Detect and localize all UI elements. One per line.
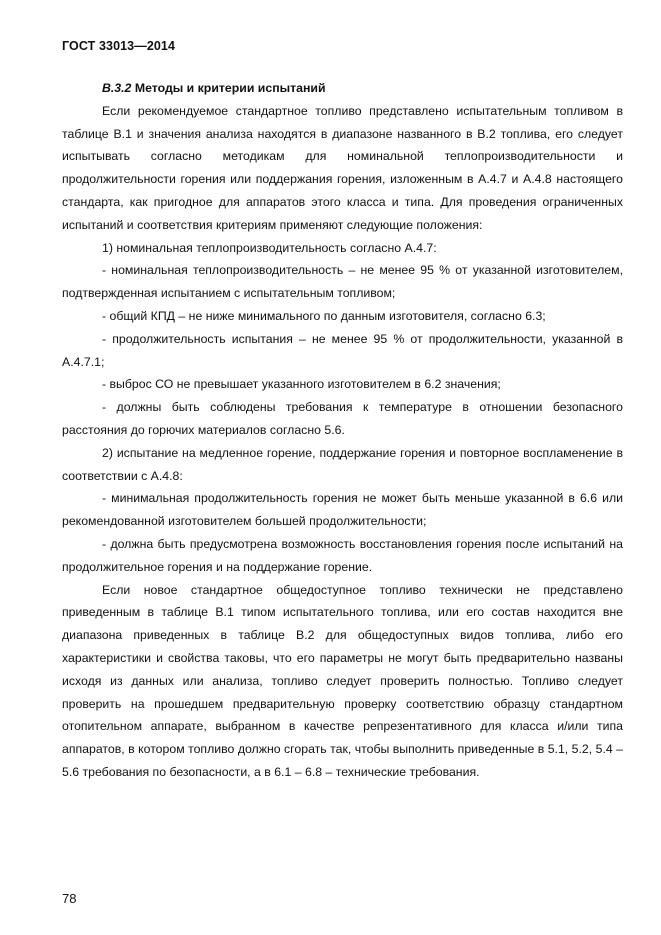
list-subitem: - номинальная теплопроизводительность – не менее 95 % от указанной изготовителем, подтвержденная испытанием с испытательным топливом; [62, 263, 623, 301]
list-subitem: - выброс СО не превышает указанного изготовителем в 6.2 значения; [102, 377, 501, 392]
section-number: В.3.2 [102, 81, 132, 95]
paragraph-intro: Если рекомендуемое стандартное топливо представлено испытательным топливом в таблице В.1 и значения анализа находятся в диапазоне названного в В.2 топлива, его следует испытывать согласно методикам для номинальной теплопроизводительности и продолжительности горения или поддержания горения, изложенным в А.4.7 и А.4.8 настоящего стандарта, как пригодное для аппаратов этого класса и типа. Для проведения ограниченных испытаний и соответствия критериям применяют следующие положения: [62, 103, 623, 232]
list-subitem: - минимальная продолжительность горения не может быть меньше указанной в 6.6 или рекомендованной изготовителем большей продолжительности; [62, 491, 623, 529]
list-item-1: 1) номинальная теплопроизводительность согласно А.4.7: [102, 240, 437, 255]
section-heading [62, 77, 623, 100]
list-item-2: 2) испытание на медленное горение, поддержание горения и повторное воспламенение в соответствии с А.4.8: [62, 445, 623, 483]
document-body [62, 77, 623, 784]
list-subitem: - должна быть предусмотрена возможность восстановления горения после испытаний на продолжительное горения и на поддержание горение. [62, 536, 623, 574]
section-title: Методы и критерии испытаний [134, 81, 326, 95]
paragraph-final: Если новое стандартное общедоступное топливо технически не представлено приведенным в таблице В.1 типом испытательного топлива, или его состав находится вне диапазона приведенных в таблице В.2 для общедоступных видов топлива, либо его характеристики и свойства таковы, что его параметры не могут быть предварительно названы исходя из данных или анализа, топливо следует проверить полностью. Топливо следует проверить на прошедшем предварительную проверку соответствию образцу стандартном отопительном аппарате, выбранном в качестве репрезентативного для класса и/или типа аппаратов, в котором топливо должно сгорать так, чтобы выполнить приведенные в 5.1, 5.2, 5.4 – 5.6 требования по безопасности, а в 6.1 – 6.8 – технические требования. [62, 582, 623, 779]
list-subitem: - общий КПД – не ниже минимального по данным изготовителя, согласно 6.3; [102, 308, 546, 323]
list-subitem: - должны быть соблюдены требования к температуре в отношении безопасного расстояния до горючих материалов согласно 5.6. [62, 400, 623, 437]
list-subitem: - продолжительность испытания – не менее 95 % от продолжительности, указанной в А.4.7.1; [62, 331, 623, 369]
document-header: ГОСТ 33013—2014 [62, 39, 176, 53]
page-number: 78 [62, 891, 77, 906]
